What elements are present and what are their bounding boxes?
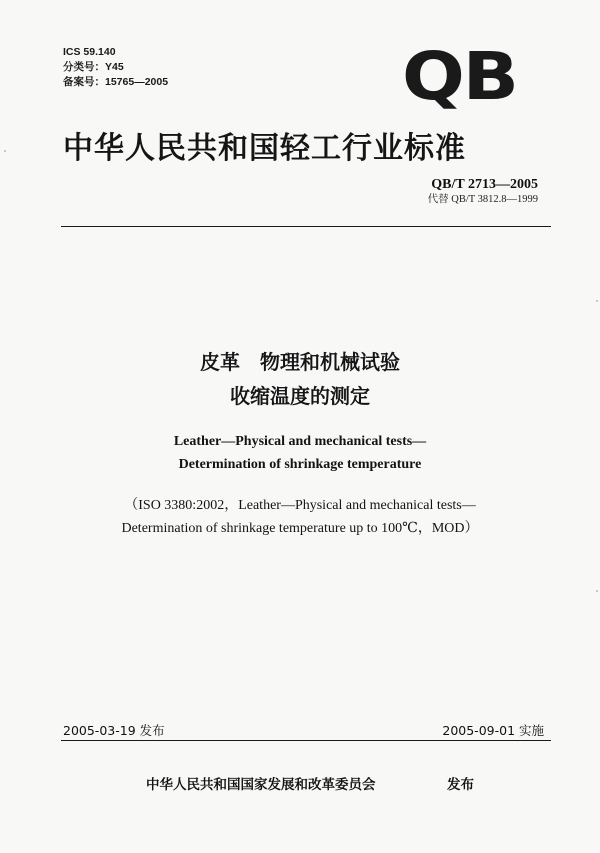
publisher-name: 中华人民共和国国家发展和改革委员会 xyxy=(146,777,376,793)
classification-number: 分类号：Y45 xyxy=(63,61,124,73)
qb-logo: QB xyxy=(402,38,517,115)
record-number: 备案号：15765—2005 xyxy=(63,76,169,88)
title-en-line1: Leather—Physical and mechanical tests— xyxy=(173,434,427,449)
standard-number: QB/T 2713—2005 xyxy=(431,177,538,192)
scan-speck xyxy=(4,150,6,152)
organization-title: 中华人民共和国轻工行业标准 xyxy=(63,131,466,166)
title-zh-line1: 皮革 物理和机械试验 xyxy=(200,350,400,374)
iso-reference-line1: （ISO 3380:2002，Leather—Physical and mechanical tests— xyxy=(124,498,476,513)
iso-reference-line2: Determination of shrinkage temperature up to 100℃，MOD） xyxy=(121,521,479,536)
metadata-block xyxy=(63,45,168,90)
publish-label: 发布 xyxy=(447,777,474,793)
implementation-date: 2005-09-01 实施 xyxy=(442,723,544,738)
issue-date: 2005-03-19 发布 xyxy=(63,723,165,738)
scan-speck xyxy=(596,300,598,302)
scan-speck xyxy=(596,590,598,592)
top-divider xyxy=(61,226,551,227)
ics-code: ICS 59.140 xyxy=(63,46,116,58)
title-en-line2: Determination of shrinkage temperature xyxy=(178,457,422,472)
bottom-divider xyxy=(61,740,551,741)
replaces-standard: 代替 QB/T 3812.8—1999 xyxy=(427,194,538,205)
title-zh-line2: 收缩温度的测定 xyxy=(230,384,370,408)
